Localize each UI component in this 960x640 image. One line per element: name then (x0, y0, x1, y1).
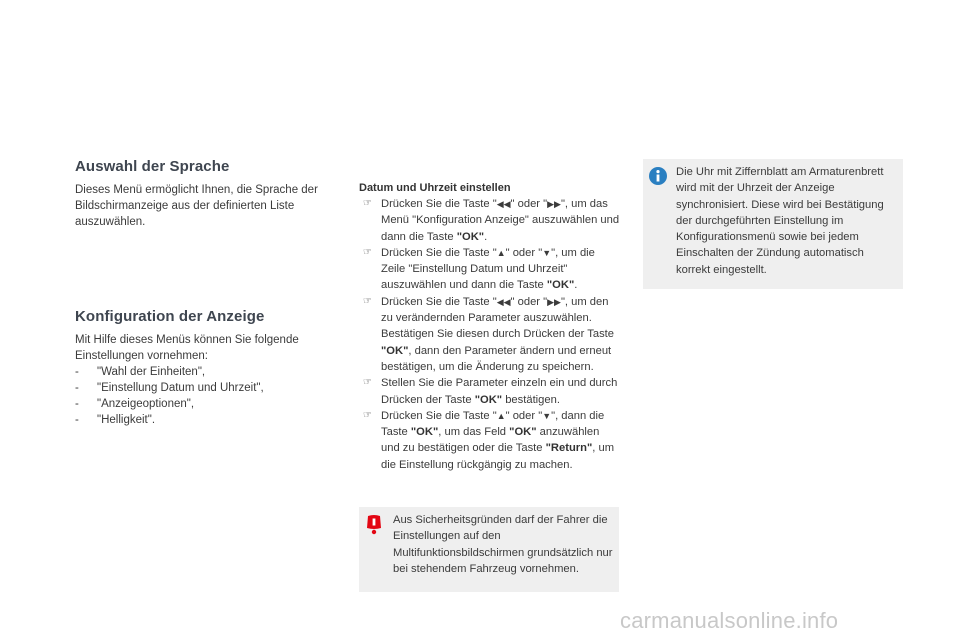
info-icon (649, 167, 667, 185)
rewind-icon: ◀◀ (496, 296, 511, 307)
step-item: ☞ Drücken Sie die Taste "▲" oder "▼", um die Zeile "Einstellung Datum und Uhrzeit" auszuwählen und dann die Taste "OK". (363, 246, 595, 292)
list-item: - "Anzeigeoptionen", (75, 398, 195, 410)
warning-icon (365, 515, 383, 535)
arrow-up-icon: ▲ (496, 410, 506, 421)
clock-sync-note (643, 159, 903, 289)
fast-forward-icon: ▶▶ (547, 199, 561, 209)
heading-language: Auswahl der Sprache (75, 158, 230, 175)
display-config-body (75, 332, 337, 428)
step-item: ☞ Stellen Sie die Parameter einzeln ein und durch Drücken der Taste "OK" bestätigen. (363, 377, 618, 406)
rewind-icon: ◀◀ (496, 199, 511, 209)
fast-forward-icon: ▶▶ (547, 296, 561, 307)
finger-pointer-icon: ☞ (363, 377, 372, 389)
safety-warning-text: Aus Sicherheitsgründen darf der Fahrer die Einstellungen auf den Multifunktionsbildschirmen grundsätzlich nur bei stehendem Fahrzeug vornehmen. (393, 514, 613, 575)
datetime-steps (359, 196, 621, 473)
clock-sync-text: Die Uhr mit Ziffernblatt am Armaturenbrett wird mit der Uhrzeit der Anzeige synchronisiert. Diese wird bei Bestätigung der durchgeführten Einstellung im Konfigurationsmenü sowie bei jedem Einschalten der Zündung automatisch korrekt eingestellt. (676, 166, 884, 276)
datetime-section (359, 180, 621, 473)
arrow-down-icon: ▼ (542, 247, 552, 258)
finger-pointer-icon: ☞ (363, 246, 372, 258)
finger-pointer-icon: ☞ (363, 198, 372, 209)
display-config-intro: Mit Hilfe dieses Menüs können Sie folgende Einstellungen vornehmen: (75, 334, 299, 362)
list-item: - "Wahl der Einheiten", (75, 366, 206, 378)
language-body: Dieses Menü ermöglicht Ihnen, die Sprache der Bildschirmanzeige aus der definierten Liste auszuwählen. (75, 184, 318, 228)
heading-display-config: Konfiguration der Anzeige (75, 308, 265, 325)
safety-warning-note (359, 507, 619, 592)
finger-pointer-icon: ☞ (363, 409, 372, 421)
step-item: ☞ Drücken Sie die Taste "◀◀" oder "▶▶", um den zu verändernden Parameter auszuwählen. Bestätigen Sie diesen durch Drücken der Taste "OK", dann den Parameter ändern und erneut bestätigen, um die Änderung zu speichern. (363, 295, 615, 373)
arrow-down-icon: ▼ (542, 410, 552, 421)
list-item: - "Helligkeit". (75, 414, 156, 426)
watermark: carmanualsonline.info (620, 608, 839, 633)
finger-pointer-icon: ☞ (363, 295, 372, 307)
arrow-up-icon: ▲ (496, 247, 506, 258)
display-options-list (75, 364, 337, 428)
step-item: ☞ Drücken Sie die Taste "◀◀" oder "▶▶", um das Menü "Konfiguration Anzeige" auszuwählen und dann die Taste "OK". (363, 198, 620, 243)
list-item: - "Einstellung Datum und Uhrzeit", (75, 382, 264, 394)
step-item: ☞ Drücken Sie die Taste "▲" oder "▼", dann die Taste "OK", um das Feld "OK" anzuwählen und zu bestätigen oder die Taste "Return", um die Einstellung rückgängig zu machen. (363, 409, 615, 471)
datetime-title: Datum und Uhrzeit einstellen (359, 182, 511, 194)
